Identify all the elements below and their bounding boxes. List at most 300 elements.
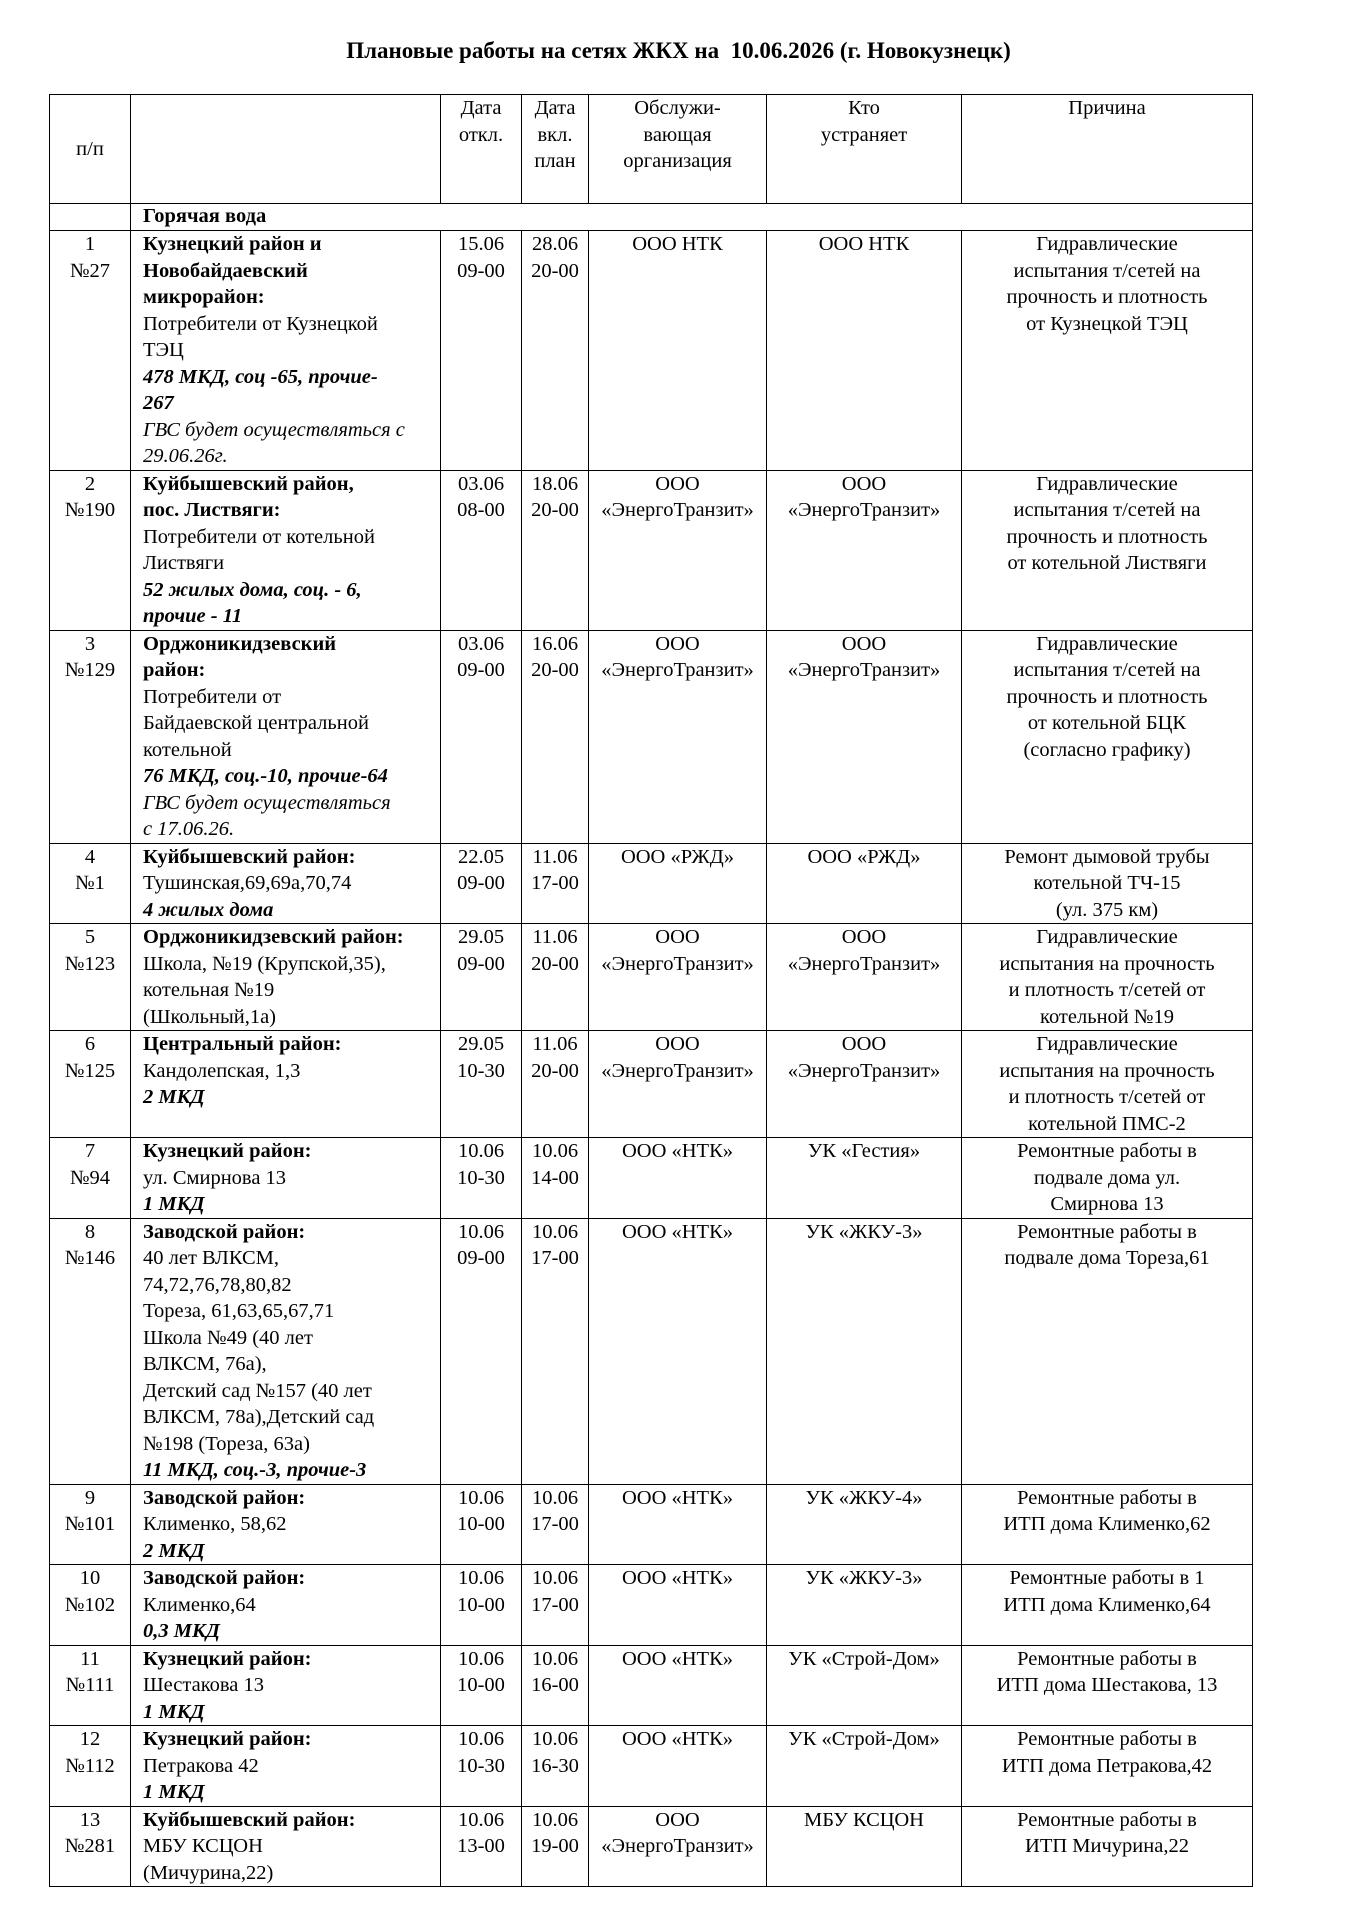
off-date-value: 10.06 xyxy=(457,1728,505,1750)
header-location xyxy=(131,95,441,204)
fixer-cell xyxy=(767,1645,962,1726)
address-line: №198 (Тореза, 63а) xyxy=(143,1432,310,1455)
location-cell xyxy=(131,630,441,843)
address-line: Листвяги xyxy=(143,552,225,574)
district-name: Кузнецкий район и xyxy=(143,233,322,255)
table-row xyxy=(50,1138,1253,1219)
reason-cell xyxy=(962,1138,1253,1219)
reason-text: Гидравлические xyxy=(1036,1033,1178,1055)
fixer-cell xyxy=(767,1031,962,1138)
off-date-value: 03.06 xyxy=(457,472,505,495)
reason-text: испытания т/сетей на xyxy=(1013,659,1201,681)
address-line: Петракова 42 xyxy=(143,1754,259,1777)
row-number: 11 xyxy=(80,1647,100,1670)
district-name: Кузнецкий район: xyxy=(143,1728,312,1750)
fixer-cell xyxy=(767,843,962,924)
fixer-name: «ЭнергоТранзит» xyxy=(787,499,941,521)
address-line: ТЭЦ xyxy=(143,339,184,361)
off-date-cell xyxy=(441,1138,522,1219)
off-date-value: 15.06 xyxy=(457,233,505,255)
service-org-name: ООО «НТК» xyxy=(621,1647,734,1670)
row-number: 13 xyxy=(79,1808,101,1831)
off-date-value: 09-00 xyxy=(457,1247,505,1269)
reason-cell xyxy=(962,470,1253,630)
off-date-value: 29.05 xyxy=(457,926,505,948)
reason-text: и плотность т/сетей от xyxy=(1008,979,1206,1001)
on-date-value: 17-00 xyxy=(531,1513,579,1535)
on-date-cell xyxy=(522,1218,589,1484)
location-cell xyxy=(131,1484,441,1565)
address-line: ВЛКСМ, 76а), xyxy=(143,1353,267,1375)
reason-text: от Кузнецкой ТЭЦ xyxy=(1026,312,1188,335)
on-date-value: 18.06 xyxy=(531,472,579,495)
on-date-value: 17-00 xyxy=(531,1593,579,1616)
fixer-name: ООО xyxy=(841,632,887,655)
on-date-cell xyxy=(522,1806,589,1887)
reason-text: ИТП дома Шестакова, 13 xyxy=(996,1674,1218,1696)
row-number: 5 xyxy=(84,926,96,948)
off-date-cell xyxy=(441,1645,522,1726)
service-org-name: ООО «НТК» xyxy=(621,1486,734,1509)
off-date-cell xyxy=(441,1031,522,1138)
header-off-date-line: Дата xyxy=(460,97,502,119)
row-number-cell xyxy=(50,1645,131,1726)
reason-text: Ремонтные работы в xyxy=(1017,1647,1197,1670)
reason-text: от котельной Листвяги xyxy=(1007,552,1207,574)
off-date-value: 10-00 xyxy=(457,1513,505,1535)
reason-text: Ремонтные работы в 1 xyxy=(1009,1567,1205,1589)
row-number: №111 xyxy=(65,1674,115,1696)
on-date-cell xyxy=(522,1031,589,1138)
service-org-cell xyxy=(589,630,767,843)
consumers-summary: 2 МКД xyxy=(143,1539,205,1562)
address-line: Тушинская,69,69а,70,74 xyxy=(143,872,352,894)
row-number: 1 xyxy=(84,233,96,255)
table-row xyxy=(50,924,1253,1031)
fixer-cell xyxy=(767,231,962,471)
on-date-value: 10.06 xyxy=(531,1220,579,1243)
off-date-cell xyxy=(441,470,522,630)
address-line: Детский сад №157 (40 лет xyxy=(143,1379,372,1402)
header-on-date xyxy=(522,95,589,204)
off-date-value: 10-00 xyxy=(457,1593,505,1616)
off-date-value: 03.06 xyxy=(457,632,505,655)
table-row xyxy=(50,630,1253,843)
district-name: микрорайон: xyxy=(143,286,265,308)
reason-text: Смирнова 13 xyxy=(1050,1193,1164,1215)
service-org-cell xyxy=(589,1726,767,1807)
reason-text: ИТП дома Клименко,64 xyxy=(1003,1593,1211,1616)
fixer-cell xyxy=(767,1484,962,1565)
fixer-name: УК «Строй-Дом» xyxy=(788,1647,940,1670)
row-number: №125 xyxy=(64,1059,116,1082)
reason-cell xyxy=(962,1031,1253,1138)
consumers-summary: 267 xyxy=(143,392,174,414)
address-line: ВЛКСМ, 78а),Детский сад xyxy=(143,1406,375,1428)
off-date-value: 10-30 xyxy=(457,1059,505,1082)
address-line: Тореза, 61,63,65,67,71 xyxy=(143,1300,335,1322)
row-number-cell xyxy=(50,843,131,924)
on-date-value: 10.06 xyxy=(531,1486,579,1509)
row-number: №123 xyxy=(64,952,116,975)
row-number-cell xyxy=(50,1806,131,1887)
on-date-cell xyxy=(522,1565,589,1646)
on-date-value: 20-00 xyxy=(531,659,579,681)
off-date-cell xyxy=(441,1484,522,1565)
row-number: 2 xyxy=(84,472,96,495)
off-date-value: 10.06 xyxy=(457,1647,505,1670)
row-number: №27 xyxy=(69,259,111,282)
reason-text: подвале дома Тореза,61 xyxy=(1004,1247,1210,1269)
off-date-value: 10-00 xyxy=(457,1674,505,1696)
location-cell xyxy=(131,1565,441,1646)
off-date-value: 10-30 xyxy=(457,1166,505,1189)
service-org-name: ООО xyxy=(655,472,700,495)
on-date-value: 14-00 xyxy=(531,1166,579,1189)
consumers-summary: 76 МКД, соц.-10, прочие-64 xyxy=(143,765,388,787)
off-date-value: 29.05 xyxy=(457,1033,505,1055)
service-org-cell xyxy=(589,1031,767,1138)
on-date-cell xyxy=(522,924,589,1031)
reason-cell xyxy=(962,1484,1253,1565)
works-table xyxy=(49,94,1253,1887)
reason-text: Гидравлические xyxy=(1036,472,1178,495)
service-org-name: «ЭнергоТранзит» xyxy=(601,1835,754,1857)
district-name: Орджоникидзевский xyxy=(143,632,337,655)
row-number-cell xyxy=(50,924,131,1031)
district-name: Центральный район: xyxy=(143,1033,342,1055)
off-date-value: 09-00 xyxy=(457,659,505,681)
on-date-value: 20-00 xyxy=(531,499,579,521)
fixer-name: МБУ КСЦОН xyxy=(804,1808,924,1831)
off-date-value: 10.06 xyxy=(457,1220,505,1243)
row-number: №281 xyxy=(64,1835,116,1857)
on-date-value: 19-00 xyxy=(531,1835,579,1857)
reason-text: прочность и плотность xyxy=(1006,525,1208,548)
header-on-date-line: план xyxy=(534,150,576,172)
location-cell xyxy=(131,231,441,471)
reason-text: Гидравлические xyxy=(1036,233,1178,255)
off-date-value: 22.05 xyxy=(457,845,505,868)
reason-text: (согласно графику) xyxy=(1023,738,1191,761)
district-name: Заводской район: xyxy=(143,1220,306,1243)
header-fixer-line: устраняет xyxy=(820,123,908,146)
consumers-summary: 1 МКД xyxy=(143,1193,205,1215)
service-org-name: «ЭнергоТранзит» xyxy=(601,659,754,681)
off-date-value: 09-00 xyxy=(457,259,505,282)
fixer-cell xyxy=(767,1218,962,1484)
hot-water-note: с 17.06.26. xyxy=(143,818,235,840)
location-cell xyxy=(131,1218,441,1484)
header-row xyxy=(50,95,1253,204)
reason-text: испытания т/сетей на xyxy=(1013,499,1201,521)
on-date-value: 16.06 xyxy=(531,632,579,655)
service-org-name: ООО xyxy=(655,1808,700,1831)
reason-text: испытания на прочность xyxy=(999,952,1215,975)
row-number-cell xyxy=(50,1031,131,1138)
on-date-value: 28.06 xyxy=(531,233,579,255)
off-date-value: 10.06 xyxy=(457,1140,505,1162)
location-cell xyxy=(131,1726,441,1807)
off-date-value: 08-00 xyxy=(457,499,505,521)
off-date-cell xyxy=(441,924,522,1031)
row-number: 10 xyxy=(79,1567,101,1589)
address-line: котельная №19 xyxy=(143,979,275,1001)
table-row xyxy=(50,231,1253,471)
service-org-name: «ЭнергоТранзит» xyxy=(601,1059,754,1082)
fixer-name: ООО xyxy=(841,926,887,948)
on-date-value: 10.06 xyxy=(531,1140,579,1162)
reason-text: Ремонт дымовой трубы xyxy=(1004,845,1210,868)
fixer-cell xyxy=(767,470,962,630)
row-number: №102 xyxy=(64,1593,116,1616)
row-number-cell xyxy=(50,630,131,843)
off-date-value: 10-30 xyxy=(457,1754,505,1777)
district-name: пос. Листвяги: xyxy=(143,499,281,521)
on-date-value: 16-30 xyxy=(531,1754,579,1777)
table-row xyxy=(50,1565,1253,1646)
fixer-name: УК «Строй-Дом» xyxy=(788,1728,940,1750)
on-date-value: 20-00 xyxy=(531,259,579,282)
service-org-name: «ЭнергоТранзит» xyxy=(601,952,754,975)
reason-cell xyxy=(962,1726,1253,1807)
fixer-cell xyxy=(767,1806,962,1887)
service-org-cell xyxy=(589,1484,767,1565)
row-number-cell xyxy=(50,1565,131,1646)
row-number: №101 xyxy=(64,1513,116,1535)
row-number-cell xyxy=(50,470,131,630)
off-date-value: 09-00 xyxy=(457,952,505,975)
header-off-date xyxy=(441,95,522,204)
reason-text: (ул. 375 км) xyxy=(1055,898,1159,921)
reason-text: испытания на прочность xyxy=(999,1059,1215,1082)
table-body xyxy=(50,204,1253,1887)
header-service-org-line: организация xyxy=(623,150,732,172)
hot-water-note: ГВС будет осуществляться с xyxy=(143,418,405,441)
fixer-cell xyxy=(767,924,962,1031)
row-number: №129 xyxy=(64,659,116,681)
consumers-summary: 478 МКД, соц -65, прочие- xyxy=(143,365,378,388)
on-date-value: 10.06 xyxy=(531,1728,579,1750)
off-date-cell xyxy=(441,843,522,924)
row-number-cell xyxy=(50,1726,131,1807)
reason-text: Ремонтные работы в xyxy=(1017,1486,1197,1509)
header-on-date-line: Дата xyxy=(534,97,576,119)
on-date-value: 20-00 xyxy=(531,1059,579,1082)
reason-text: и плотность т/сетей от xyxy=(1008,1086,1206,1108)
service-org-cell xyxy=(589,924,767,1031)
off-date-cell xyxy=(441,1565,522,1646)
off-date-value: 13-00 xyxy=(457,1835,505,1857)
address-line: 74,72,76,78,80,82 xyxy=(143,1273,292,1296)
header-off-date-line: откл. xyxy=(458,123,504,146)
reason-cell xyxy=(962,231,1253,471)
fixer-cell xyxy=(767,1138,962,1219)
row-number: №1 xyxy=(75,872,105,894)
reason-cell xyxy=(962,1218,1253,1484)
service-org-name: ООО «НТК» xyxy=(621,1220,734,1243)
consumers-summary: 2 МКД xyxy=(143,1086,205,1108)
fixer-cell xyxy=(767,1726,962,1807)
off-date-value: 10.06 xyxy=(457,1808,505,1831)
reason-cell xyxy=(962,924,1253,1031)
address-line: котельной xyxy=(143,738,232,761)
header-service-org-line: вающая xyxy=(643,123,712,146)
page-title: Плановые работы на сетях ЖКХ на 10.06.2026 (г. Новокузнецк) xyxy=(346,38,1011,63)
address-line: Клименко, 58,62 xyxy=(143,1513,287,1535)
location-cell xyxy=(131,1806,441,1887)
address-line: Байдаевской центральной xyxy=(143,712,369,734)
on-date-value: 10.06 xyxy=(531,1647,579,1670)
service-org-cell xyxy=(589,231,767,471)
reason-text: прочность и плотность xyxy=(1006,286,1208,308)
off-date-cell xyxy=(441,1218,522,1484)
address-line: Шестакова 13 xyxy=(143,1674,264,1696)
service-org-name: ООО xyxy=(655,1033,700,1055)
location-cell xyxy=(131,843,441,924)
on-date-cell xyxy=(522,843,589,924)
consumers-summary: 1 МКД xyxy=(143,1781,205,1803)
row-number: 4 xyxy=(84,845,96,868)
service-org-cell xyxy=(589,1138,767,1219)
row-number: 9 xyxy=(84,1486,96,1509)
row-number: №146 xyxy=(64,1247,116,1269)
service-org-name: ООО «РЖД» xyxy=(620,845,735,868)
on-date-cell xyxy=(522,630,589,843)
row-number: 12 xyxy=(79,1728,101,1750)
reason-text: Ремонтные работы в xyxy=(1017,1140,1197,1162)
reason-text: Ремонтные работы в xyxy=(1017,1728,1197,1750)
consumers-summary: прочие - 11 xyxy=(143,605,243,627)
table-row xyxy=(50,1031,1253,1138)
reason-text: котельной ПМС-2 xyxy=(1028,1112,1186,1135)
reason-text: Гидравлические xyxy=(1036,632,1178,655)
on-date-cell xyxy=(522,470,589,630)
fixer-name: УК «Гестия» xyxy=(807,1140,921,1162)
district-name: Кузнецкий район: xyxy=(143,1647,312,1670)
address-line: Потребители от Кузнецкой xyxy=(143,312,378,335)
off-date-value: 10.06 xyxy=(457,1567,505,1589)
on-date-value: 16-00 xyxy=(531,1674,579,1696)
fixer-name: УК «ЖКУ-3» xyxy=(805,1567,923,1589)
on-date-cell xyxy=(522,1645,589,1726)
on-date-cell xyxy=(522,1138,589,1219)
hot-water-note: ГВС будет осуществляться xyxy=(143,791,391,814)
reason-cell xyxy=(962,843,1253,924)
reason-cell xyxy=(962,1565,1253,1646)
service-org-cell xyxy=(589,843,767,924)
service-org-name: ООО «НТК» xyxy=(621,1567,734,1589)
location-cell xyxy=(131,470,441,630)
table-row xyxy=(50,1218,1253,1484)
off-date-cell xyxy=(441,630,522,843)
consumers-summary: 4 жилых дома xyxy=(143,898,274,921)
address-line: Школа, №19 (Крупской,35), xyxy=(143,952,386,975)
header-num: п/п xyxy=(50,95,131,204)
address-line: (Мичурина,22) xyxy=(143,1861,274,1884)
consumers-summary: 11 МКД, соц.-3, прочие-3 xyxy=(143,1459,367,1481)
table-row xyxy=(50,843,1253,924)
table-row xyxy=(50,1726,1253,1807)
row-number: 8 xyxy=(84,1220,96,1243)
fixer-name: ООО xyxy=(841,472,887,495)
district-name: Орджоникидзевский район: xyxy=(143,926,404,948)
district-name: Заводской район: xyxy=(143,1567,306,1589)
address-line: Кандолепская, 1,3 xyxy=(143,1059,301,1082)
address-line: Потребители от xyxy=(143,685,282,708)
off-date-value: 09-00 xyxy=(457,872,505,894)
row-number: 6 xyxy=(84,1033,96,1055)
consumers-summary: 0,3 МКД xyxy=(143,1620,220,1642)
row-number-cell xyxy=(50,231,131,471)
on-date-cell xyxy=(522,1726,589,1807)
district-name: Заводской район: xyxy=(143,1486,306,1509)
reason-text: ИТП дома Петракова,42 xyxy=(1001,1754,1213,1777)
on-date-value: 11.06 xyxy=(532,845,578,868)
service-org-cell xyxy=(589,1565,767,1646)
address-line: Потребители от котельной xyxy=(143,525,375,548)
reason-text: Гидравлические xyxy=(1036,926,1178,948)
fixer-name: УК «ЖКУ-4» xyxy=(805,1486,923,1509)
reason-cell xyxy=(962,630,1253,843)
reason-text: Ремонтные работы в xyxy=(1017,1220,1197,1243)
fixer-name: ООО НТК xyxy=(818,233,910,255)
reason-text: Ремонтные работы в xyxy=(1017,1808,1197,1831)
header-fixer xyxy=(767,95,962,204)
row-number-cell xyxy=(50,1138,131,1219)
district-name: Новобайдаевский xyxy=(143,259,308,282)
reason-text: котельной №19 xyxy=(1040,1005,1174,1028)
location-cell xyxy=(131,1031,441,1138)
consumers-summary: 52 жилых дома, соц. - 6, xyxy=(143,578,362,601)
on-date-value: 10.06 xyxy=(531,1567,579,1589)
off-date-cell xyxy=(441,1806,522,1887)
reason-text: прочность и плотность xyxy=(1006,685,1208,708)
section-spacer xyxy=(50,204,131,231)
district-name: Кузнецкий район: xyxy=(143,1140,312,1162)
on-date-cell xyxy=(522,231,589,471)
row-number: №190 xyxy=(64,499,116,521)
fixer-cell xyxy=(767,1565,962,1646)
on-date-value: 10.06 xyxy=(531,1808,579,1831)
reason-text: ИТП дома Клименко,62 xyxy=(1003,1513,1211,1535)
district-name: район: xyxy=(143,659,206,681)
table-row xyxy=(50,1645,1253,1726)
address-line: МБУ КСЦОН xyxy=(143,1835,263,1857)
section-title: Горячая вода xyxy=(131,204,1253,231)
header-service-org-line: Обслужи- xyxy=(634,97,721,119)
consumers-summary: 1 МКД xyxy=(143,1700,205,1723)
on-date-value: 20-00 xyxy=(531,952,579,975)
table-row xyxy=(50,1484,1253,1565)
row-number: №94 xyxy=(69,1166,111,1189)
service-org-name: ООО «НТК» xyxy=(621,1140,734,1162)
fixer-name: «ЭнергоТранзит» xyxy=(787,952,941,975)
address-line: 40 лет ВЛКСМ, xyxy=(143,1247,280,1269)
district-name: Куйбышевский район: xyxy=(143,1808,356,1831)
fixer-name: «ЭнергоТранзит» xyxy=(787,1059,941,1082)
service-org-cell xyxy=(589,1218,767,1484)
address-line: Школа №49 (40 лет xyxy=(143,1326,313,1349)
section-row xyxy=(50,204,1253,231)
reason-text: от котельной БЦК xyxy=(1027,712,1187,734)
row-number-cell xyxy=(50,1484,131,1565)
location-cell xyxy=(131,1645,441,1726)
fixer-name: ООО xyxy=(841,1033,887,1055)
district-name: Куйбышевский район, xyxy=(143,472,354,495)
location-cell xyxy=(131,1138,441,1219)
service-org-name: ООО «НТК» xyxy=(621,1728,734,1750)
